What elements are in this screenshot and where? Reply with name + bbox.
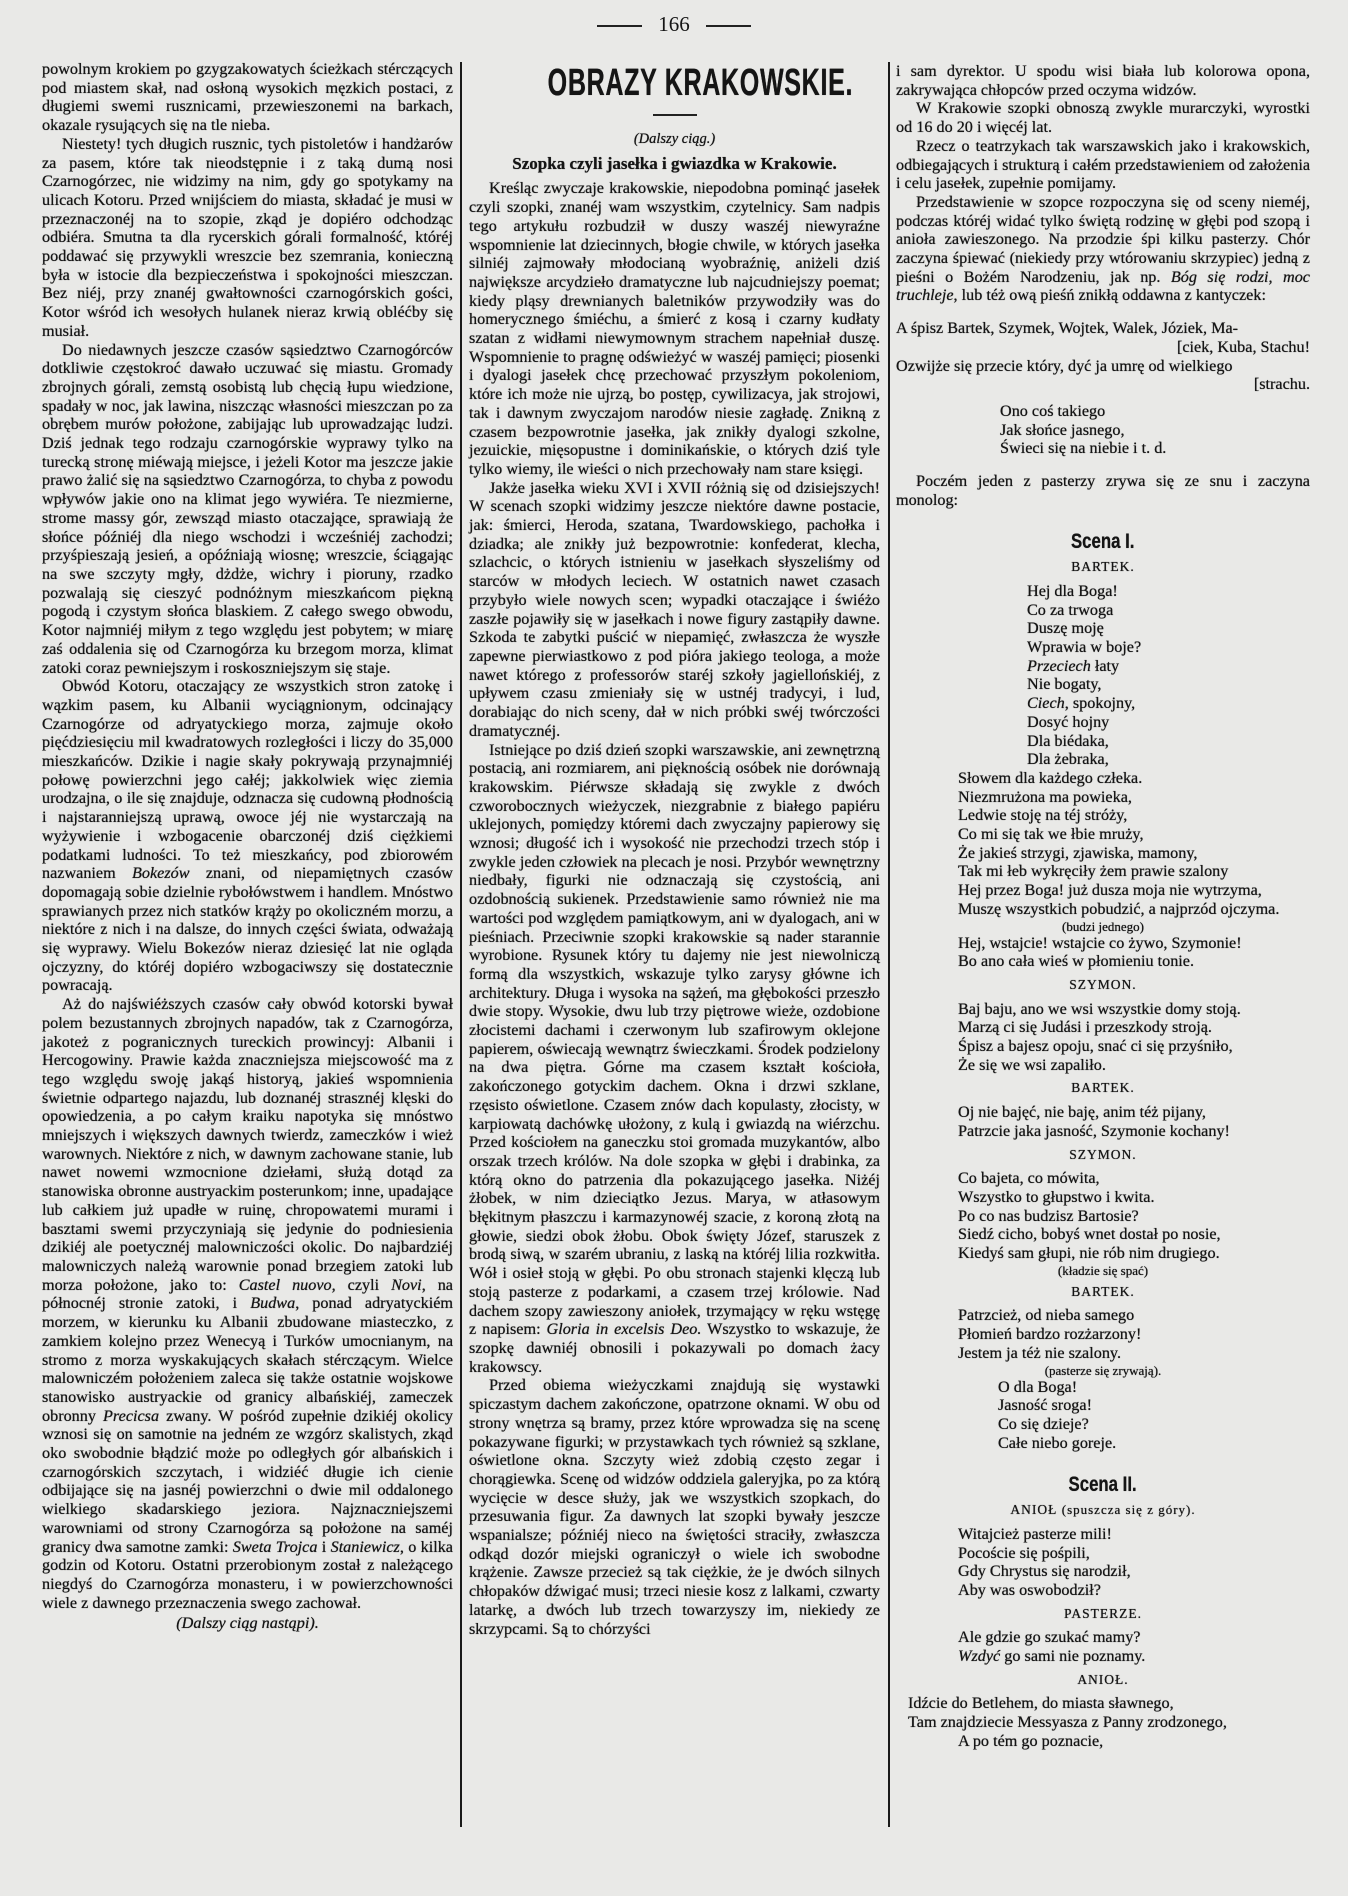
text-segment: Niestety! tych długich rusznic, tych pistoletów i handżarów za pasem, które tak nieodstępnie i z taką dumą nosi Czarnogórzec, nie widzimy na nim, gdy go spotykamy na ulicach Kotoru. Przed wnijściem do miasta, składać je musi w przeznaczonéj na to szopie, zkąd je dopiéro odchodząc odbiéra. Smutna ta dla rycerskich górali formalność, któréj poddawać się przywykli wreszcie bez szemrania, konieczną była w istocie dla bezpieczeństwa i spokojności mieszczan. Bez niéj, przy znanéj gwałtowności czarnogórskich gości, Kotor wśród ich wesołych hulanek nieraz krwią obléćby się musiał. — [42, 134, 453, 340]
speaker-name: ANIOŁ. — [1077, 1671, 1129, 1687]
verse-line — [958, 825, 1310, 844]
verse-line — [1000, 439, 1310, 458]
italic-text: Budwa — [250, 1294, 296, 1313]
text-segment: Dosyć hojny — [1027, 712, 1110, 731]
article-title-text: OBRAZY KRAKOWSKIE. — [547, 62, 854, 104]
text-segment: [strachu. — [1253, 375, 1310, 394]
verse-line — [896, 319, 1310, 338]
text-segment: powolnym krokiem po gzygzakowatych ścieżkach stérczących pod miastem skał, nad osłoną wysokich męzkich postaci, z długiemi swemi rusznicami, przewieszonemi na barkach, okazale rysujących się na tle nieba. — [42, 60, 453, 135]
verse-line — [1027, 657, 1310, 676]
text-segment: Oj nie bajęć, nie baję, anim téż pijany, — [958, 1103, 1206, 1122]
stage-direction: (pasterze się zrywają). — [1044, 1362, 1162, 1378]
text-segment: Duszę moję — [1027, 619, 1104, 638]
text-segment: O dla Boga! — [998, 1377, 1078, 1396]
text-segment: [ciek, Kuba, Stachu! — [1176, 337, 1310, 356]
text-segment: Dla biédaka, — [1027, 731, 1109, 750]
text-segment: Co mi się tak we łbie mruży, — [958, 825, 1144, 844]
text-segment: go sami nie poznamy. — [1000, 1647, 1146, 1666]
verse-line — [958, 1103, 1310, 1122]
article-body — [469, 179, 880, 1638]
text-segment: Idźcie do Betlehem, do miasta sławnego, — [908, 1694, 1174, 1713]
verse-line — [998, 1434, 1310, 1453]
paragraph — [469, 479, 880, 741]
paragraph — [469, 179, 880, 478]
text-segment: Wszystko to głupstwo i kwita. — [958, 1187, 1155, 1206]
verse-line — [998, 1415, 1310, 1434]
verse-line — [908, 1694, 1310, 1713]
text-segment: Hej przez Boga! już dusza moja nie wytrzyma, — [958, 881, 1262, 900]
verse-line — [1027, 675, 1310, 694]
verse-line — [896, 357, 1310, 376]
verse-block — [958, 769, 1310, 919]
italic-text: Novi — [391, 1275, 422, 1294]
text-segment: Tam znajdziecie Messyasza z Panny zrodzonego, — [908, 1713, 1227, 1732]
article-subtitle: Szopka czyli jasełka i gwiazdka w Krakowie. — [512, 153, 837, 173]
italic-text: Przeciech — [1027, 656, 1091, 675]
verse-line — [958, 1344, 1310, 1363]
text-segment: Nie bogaty, — [1027, 675, 1102, 694]
text-segment: , o kilka godzin od Kotoru. Ostatni przerobionym został z należącego niegdyś do Czarnogórza monasteru, i w powierzchowności wiele z dawnego przeznaczenia swego zachował. — [42, 1537, 453, 1612]
verse-block — [958, 1525, 1310, 1600]
verse-line — [1027, 750, 1310, 769]
verse-line — [958, 1244, 1310, 1263]
verse-line — [958, 1581, 1310, 1600]
verse-line — [908, 1713, 1310, 1732]
verse-line — [958, 1056, 1310, 1075]
verse-line — [1027, 601, 1310, 620]
text-segment: Co za trwoga — [1027, 600, 1114, 619]
verse-line — [1000, 421, 1310, 440]
verse-line — [958, 1207, 1310, 1226]
paragraph: Poczém jeden z pasterzy zrywa się ze snu i zaczyna monolog: — [896, 472, 1310, 509]
verse-block — [958, 1103, 1310, 1140]
text-segment: Istniejące po dziś dzień szopki warszawskie, ani zewnętrzną postacią, ani rozmiarem, ani pięknością osóbek nie dorównają krakowskim. Piérwsze składają się zwykle z dwóch czworobocznych wieżyczek, niezgrabnie z białego papiéru uklejonych, pomiędzy któremi dach zwyczajny papierowy się wznosi; długość ich i wysokość nie przechodzi trzech stóp i zwykle jeden człowiek na plecach je nosi. Przybór wewnętrzny niedbały, figurki nie odznaczają się czystością, ani ozdobnością sukienek. Przedstawienie samo również nie ma wartości pod względem pamiątkowym, ani w dyalogach, ani w pieśniach. Przeciwnie szopki krakowskie są nader starannie wyrobione. Rysunek który tu dajemy nie jest niewolniczą formą dla wszystkich, wskazuje tylko zarysy główne ich architektury. Długa i wysoka na sążeń, ma głębokości przeszło dwie stopy. Wysokie, dwu lub trzy piętrowe wieże, ozdobione złocistemi dachami i czerwonym lub szafirowym oklejone papierem, oświecają wewnątrz świeczkami. Środek podzielony na dwa piętra. Górne ma czasem kształt kościoła, zakończonego gotyckim dachem. Okna i drzwi szklane, rzęsisto oświetlone. Czasem znów dach kopulasty, złocisty, w karpiowatą dachówkę ułożony, z kulą i gwiazdą na wiérzchu. Przed kościołem na ganeczku stoi gromada muzykantów, albo orszak trzech królów. Na dole szopka w głębi i drabinka, za którą okno do patrzenia dla pokazującego jasełka. Niżéj żłobek, w nim dzieciątko Jezus. Marya, w atłasowym błękitnym płaszczu i karmazynowéj szacie, z koroną złotą na głowie, siedzi obok żłobu. Obok święty Józef, staruszek z brodą siwą, w szarém ubraniu, z laską na któréj lilia rozkwitła. Wół i osieł stoją w głębi. Po obu stronach stajenki klęczą lub stoją pasterze z podarkami, a czasem trzej królowie. Nad dachem szopy zawieszony aniołek, trzymający w ręku wstęgę z napisem: — [469, 740, 880, 1339]
article-title — [469, 62, 880, 108]
verse-block — [958, 934, 1310, 971]
text-segment: Płomień bardzo rozżarzony! — [958, 1325, 1142, 1344]
verse-line — [1027, 582, 1310, 601]
text-segment: , ponad adryatyckiém morzem, w kierunku ku Albanii zbudowane miasteczko, z zamkiem kolejno przez Wenecyą i Turków umocnianym, na stromo z morza wyskakujących skałach stérczącym. Wielce malowniczém położeniem zaleca się także ostatnie wojskowe stanowisko austryackie od granicy albańskiéj, zameczek obronny — [42, 1294, 453, 1425]
verse-block — [958, 1169, 1310, 1263]
verse-line — [958, 934, 1310, 953]
dash-divider — [597, 25, 642, 27]
verse-block — [958, 1306, 1310, 1362]
speaker-name: BARTEK. — [1071, 1080, 1135, 1096]
text-segment: Całe niebo goreje. — [998, 1433, 1117, 1452]
verse-line — [958, 1628, 1310, 1647]
text-segment: Kiedyś sam głupi, nie rób nim drugiego. — [958, 1244, 1220, 1263]
text-segment: Słowem dla każdego człeka. — [958, 768, 1143, 787]
text-segment: Rzecz o teatrzykach tak warszawskich jako i krakowskich, odbiegających i strukturą i całém przedstawieniem od założenia i celu jasełek, zupełnie pomijamy. — [896, 136, 1310, 193]
paragraph — [42, 341, 453, 678]
paragraph — [42, 135, 453, 341]
stage-direction: (budzi jednego) — [1062, 918, 1144, 934]
text-segment: Przed obiema wieżyczkami znajdują się wystawki spiczastym dachem zakończone, opatrzone oknami. W obu od strony wnętrza są bramy, przez które wprowadza się na scenę pokazywane figurki; w przystawkach tych również są szklane, oświetlone okna. Szczyty wież zdobią często zegar i chorągiewka. Scenę od widzów oddziela galeryjka, po za którą wycięcie w desce służy, jak we wszystkich szopkach, do przesuwania figur. Za dawnych lat szopki bywały jeszcze wspanialsze; późniéj nieco na świętości straciły, zwłaszcza odkąd dozór miejski ograniczył o wiele ich swobodne krążenie. Zawsze przecież są tak ciężkie, że je dwóch silnych chłopaków dźwigać musi; trzeci niesie kosz z lalkami, czwarty latarkę, a dwóch lub trzech towarzyszy im, niekiedy ze skrzypcami. Są to chórzyści — [469, 1376, 880, 1638]
text-segment: , na północnéj stronie zatoki, i — [42, 1275, 453, 1313]
verse-line — [958, 1188, 1310, 1207]
text-segment: Obwód Kotoru, otaczający ze wszystkich stron zatokę i wązkim pasem, ku Albanii wyciągnionym, odcinający Czarnogórze od adryatyckiego morza, zajmuje około pięćdziesięciu mil kwadratowych rozległości i liczy do 35,000 mieszkańców. Dzikie i nagie skały pokrywają przynajmniéj połowę powierzchni jego całéj; jakkolwiek więc ziemia urodzajna, o ile się znajduje, odznacza się cudowną płodnością i najstaranniejszą uprawą, owoce jéj nie wystarczają na wyżywienie i wzbogacenie obarczonéj dziś ciężkiemi podatkami ludności. To też mieszkańcy, pod zbiorowém nazwaniem — [42, 677, 453, 883]
paragraph — [42, 677, 453, 995]
text-segment: Że jakieś strzygi, zjawiska, mamony, — [958, 843, 1198, 862]
text-segment: i — [317, 1537, 331, 1556]
text-segment: , lub téż ową pieśń znikłą oddawna z kantyczek: — [953, 286, 1266, 305]
page-number-header — [0, 12, 1348, 37]
verse-line — [958, 1544, 1310, 1563]
paragraph — [896, 137, 1310, 193]
paragraph — [469, 1376, 880, 1638]
italic-text: Bóg się rodzi, moc truchleje — [896, 267, 1310, 305]
verse-line — [1027, 619, 1310, 638]
paragraph — [896, 62, 1310, 99]
text-segment: Co się dzieje? — [998, 1415, 1089, 1433]
text-segment: zwany. W pośród zupełnie dzikiéj okolicy wznosi się on samotnie na jedném ze wzgórz skalistych, zkąd oko swobodnie błądzić może po odległych gór albańskich i czarnogórskich szczytach, i widziéć długie ich cienie odbijające się na jasnéj powierzchni o dwie mil oddalonego wielkiego skadarskiego jeziora. Najznaczniejszemi warowniami od strony Czarnogórza są położone na saméj granicy dwa samotne zamki: — [42, 1406, 454, 1556]
verse-line — [1027, 713, 1310, 732]
text-segment: Ledwie stoję na téj stróży, — [958, 806, 1128, 825]
text-segment: Ozwijże się przecie który, dyć ja umrę od wielkiego — [896, 356, 1233, 375]
text-segment: A po tém go poznacie, — [958, 1731, 1104, 1750]
paragraph — [42, 995, 453, 1612]
right-column-article — [896, 62, 1310, 1751]
title-divider — [653, 114, 697, 116]
verse-block — [1027, 582, 1310, 769]
paragraph — [896, 193, 1310, 305]
paragraph — [469, 741, 880, 1377]
text-segment: Ono coś takiego — [1000, 401, 1106, 420]
text-segment: A śpisz Bartek, Szymek, Wojtek, Walek, Józiek, Ma- — [896, 319, 1239, 338]
text-segment: Aż do najświéższych czasów cały obwód kotorski bywał polem bezustannych zbrojnych napadów, tak z Czarnogórza, jakoteż z pogranicznych tureckich prowincyj: Albanii i Hercogowiny. Prawie każda znaczniejsza miejscowość ma z tego względu swoję jakąś historyą, jakieś wspomnienia świetnie odpartego najazdu, lub doznanéj strasznéj klęski do opowiedzenia, a po całym kraiku napotyka się mnóstwo mniejszych i większych dawnych twierdz, zameczków i wież warownych. Niektóre z nich, w dawnym zachowane stanie, lub nawet nowemi wzmocnione dziełami, służą dotąd za stanowiska obronne austryackim posterunkom; inne, upadające lub całkiem już upadłe w ruinę, chropowatemi murami i basztami swemi przyczyniają się jedynie do podniesienia dzikiéj ale poetycznéj malowniczości okolic. Do najbardziéj malowniczych należą warownie ponad brzegiem zatoki lub morza położone, jako to: — [42, 995, 453, 1294]
text-segment: Gdy Chrystus się narodził, — [958, 1562, 1131, 1581]
text-segment: Do niedawnych jeszcze czasów sąsiedztwo Czarnogórców dotkliwie częstokroć dawało uczuwać się miastu. Gromady zbrojnych górali, zemstą osobistą lub chęcią łupu wiedzione, spadały w noc, jak lawina, niszcząc własności mieszczan po za obrębem murów położone, zabijając lub uprowadzając ludzi. Dziś jednak tego rodzaju czarnogórskie wyprawy tylko na turecką stronę miéwają miejsce, i jeżeli Kotor ma jeszcze jakie prawo żalić się na sąsiedztwo Czarnogórza, to chyba z powodu wpływów jakie ono na klimat jego wywiéra. Te niezmierne, strome massy gór, zewsząd miasto otaczające, sprawiają że słońce późniéj dla niego wschodzi i wcześniéj zachodzi; przyśpieszają jesień, a opóźniają wiosnę; wreszcie, ściągając na swe szczyty mgły, dżdże, wichry i pioruny, rzadko pozwalają się cieszyć podnóżnym mieszkańcom piękną pogodą i czystym słońca blaskiem. Z całego swego obwodu, Kotor najmniéj miłym z tego względu jest pobytem; w miarę zaś oddalenia się od Czarnogórza ku brzegom morza, klimat zatoki coraz pewniejszym i roskoszniejszym się staje. — [42, 340, 453, 677]
verse-line — [958, 1037, 1310, 1056]
stage-direction: (kładzie się spać) — [1057, 1262, 1149, 1278]
verse-line — [896, 338, 1310, 357]
verse-line — [958, 1122, 1310, 1141]
verse-block — [958, 1000, 1310, 1075]
column-rule — [460, 62, 462, 1827]
text-segment: Jak słońce jasnego, — [1000, 420, 1125, 439]
italic-text: Staniewicz — [330, 1537, 400, 1556]
text-segment: Kreśląc zwyczaje krakowskie, niepodobna pominąć jasełek czyli szopki, znanéj wam wszystkim, czytelnicy. Sam nadpis tego artykułu rozbudził w duszy waszéj niewyraźne wspomnienie lat dziecinnych, błogie chwile, w których jasełka silniéj zajmowały młodocianą wyobraźnię, aniżeli dziś największe arcydzieło dramatyczne lub najcudniejszy poemat; kiedy pląsy drewnianych baletników przywodziły was do homerycznego śmiéchu, a śmierć z kosą i czarny kudłaty szatan z widłami niewymownym strachem napełniał duszę. Wspomnienie to pragnę odświeżyć w waszéj pamięci; piosenki i dyalogi jasełek chcę przechować przyszłym pokoleniom, które ich może nie ujrzą, bo postęp, cywilizacya, jak strojowi, tak i dawnym zwyczajom narodów niesie zagładę. Znikną z czasem bezpowrotnie jasełka, jak znikły dyalogi szkolne, jezuickie, mięsopustne i dominikańskie, o których dziś tyle tylko wiemy, ile wieści o nich przechowały nam stare księgi. — [469, 179, 880, 478]
text-segment: Wszystko to wskazuje, że szopkę dawniéj obnosili i pokazywali po domach żacy krakowscy. — [469, 1320, 880, 1376]
verse-line — [1027, 694, 1310, 713]
page-number: 166 — [658, 12, 690, 36]
text-segment: Przedstawienie w szopce rozpoczyna się od sceny nieméj, podczas któréj widać tylko świętą rodzinę w głębi pod szopą i anioła zawieszonego. Na przodzie śpi kilku pasterzy. Chór zaczyna śpiewać (niekiedy przy wtórowaniu skrzypiec) jedną z pieśni o Bożém Narodzeniu, jak np. — [896, 192, 1310, 286]
text-segment: Jasność sroga! — [998, 1396, 1092, 1415]
italic-text: Gloria in excelsis Deo. — [546, 1320, 702, 1339]
verse-line — [896, 375, 1310, 394]
verse-block — [908, 1694, 1310, 1750]
verse-line — [958, 769, 1310, 788]
verse-line — [958, 844, 1310, 863]
verse-line — [908, 1732, 1310, 1751]
italic-text: Bokezów — [132, 864, 190, 883]
text-segment: Tak mi łeb wykręciły żem prawie szalony — [958, 862, 1229, 881]
article-body — [896, 62, 1310, 305]
verse-line — [958, 1169, 1310, 1188]
scene-title: Scena II. — [1068, 1473, 1138, 1497]
verse-line — [958, 1562, 1310, 1581]
text-segment: Świeci się na niebie i t. d. — [1000, 439, 1167, 458]
text-segment: Marzą ci się Judási i przeszkody stroją. — [958, 1018, 1212, 1037]
scene-heading — [896, 530, 1310, 554]
text-segment: łaty — [1090, 656, 1120, 675]
paragraph — [896, 99, 1310, 136]
continued-note: (Dalszy ciąg nastąpi). — [176, 1614, 319, 1633]
scene-heading — [896, 1473, 1310, 1497]
speaker-name: PASTERZE. — [1064, 1605, 1142, 1621]
stage-direction: (spuszcza się z góry). — [1061, 1502, 1196, 1518]
verse-line — [998, 1396, 1310, 1415]
left-column-article — [42, 60, 453, 1633]
verse-line — [958, 900, 1310, 919]
text-segment: Ale gdzie go szukać mamy? — [958, 1628, 1141, 1647]
carol-refrain — [1000, 402, 1310, 458]
verse-line — [1027, 732, 1310, 751]
text-segment: Jakże jasełka wieku XVI i XVII różnią się od dzisiejszych! W scenach szopki widzimy jeszcze niektóre dawne postacie, jak: śmierci, Heroda, szatana, Twardowskiego, pachołka i dziadka; ale znikły już bezpowrotnie: konfederat, klecha, szlachcic, o których istnieniu w jasełkach słyszeliśmy od starców w młodych leciech. W ostatnich nawet czasach przybyło wiele nowych scen; wypadki otaczające i świéżo zaszłe pojawiły się w jasełkach i nowe figury zastąpiły dawne. Szkoda te zabytki puścić w niepamięć, zwłaszcza że wyszłe zapewne pierwiastkowo z pod pióra jakiego teologa, a może nawet którego z professorów staréj szkoły jagiellońskiéj, z upływem czasu zmieniały się w ustnéj tradycyi, i lud, dorabiając do nich sceny, dał w nich próbki swéj twórczości dramatycznéj. — [469, 478, 880, 740]
speaker-name: BARTEK. — [1071, 559, 1135, 575]
italic-text: Ciech — [1027, 694, 1065, 713]
paragraph — [42, 60, 453, 135]
text-segment: Siedź cicho, bobyś wnet dostał po nosie, — [958, 1225, 1221, 1244]
middle-column-article — [469, 62, 880, 1638]
verse-line — [1000, 402, 1310, 421]
speaker-name: SZYMON. — [1069, 976, 1137, 992]
speaker-name-text: ANIOŁ — [1010, 1502, 1058, 1518]
verse-line — [998, 1378, 1310, 1397]
verse-line — [958, 1018, 1310, 1037]
verse-line — [958, 1525, 1310, 1544]
verse-line — [1027, 638, 1310, 657]
text-segment: Aby was oswobodził? — [958, 1580, 1101, 1599]
italic-text: Castel nuovo, — [238, 1275, 336, 1294]
text-segment: Patrzcie jaka jasność, Szymonie kochany! — [958, 1121, 1230, 1140]
text-segment: Witajcież pasterze mili! — [958, 1524, 1112, 1543]
text-segment: Baj baju, ano we wsi wszystkie domy stoją. — [958, 999, 1241, 1018]
dash-divider — [706, 25, 751, 27]
verse-line — [958, 806, 1310, 825]
italic-text: Sweta Trojca — [232, 1537, 318, 1556]
speaker-name: SZYMON. — [1069, 1146, 1137, 1162]
verse-line — [958, 1325, 1310, 1344]
text-segment: Muszę wszystkich pobudzić, a najprzód ojczyma. — [958, 899, 1280, 918]
italic-text: Wzdyć — [958, 1647, 1001, 1666]
verse-line — [958, 862, 1310, 881]
verse-line — [958, 1000, 1310, 1019]
text-segment: Wprawia w boje? — [1027, 637, 1142, 656]
text-segment: Hej, wstajcie! wstajcie co żywo, Szymonie! — [958, 933, 1242, 952]
text-segment: czyli — [335, 1275, 392, 1294]
italic-text: Precicsa — [103, 1406, 160, 1425]
verse-line — [958, 952, 1310, 971]
scene-title: Scena I. — [1071, 530, 1135, 554]
text-segment: , spokojny, — [1064, 694, 1136, 713]
text-segment: Jestem ja téż nie szalony. — [958, 1343, 1122, 1362]
carol-verse — [896, 319, 1310, 394]
text-segment: Hej dla Boga! — [1027, 581, 1118, 600]
speaker-name: BARTEK. — [1071, 1283, 1135, 1299]
verse-block — [958, 1628, 1310, 1665]
text-segment: Śpisz a bajesz opoju, snać ci się przyśniło, — [958, 1037, 1233, 1056]
text-segment: Po co nas budzisz Bartosie? — [958, 1206, 1139, 1225]
verse-block — [998, 1378, 1310, 1453]
text-segment: i sam dyrektor. U spodu wisi biała lub kolorowa opona, zakrywająca chłopców przed oczyma widzów. — [896, 62, 1310, 99]
speaker-name — [896, 1501, 1310, 1520]
text-segment: znani, od niepamiętnych czasów dopomagają sobie dzielnie rybołówstwem i handlem. Mnóstwo sprawianych przez nich statków krąży po okoliczném morzu, a niektóre z nich i na dalsze, do innych części świata, odważają się wyprawy. Wielu Bokezów nieraz dziesięć lat nie ogląda ojczyzny, do któréj dopiéro wzbogaciwszy się dostatecznie powracają. — [42, 864, 453, 995]
text-segment: Bo ano cała wieś w płomieniu tonie. — [958, 952, 1195, 971]
verse-line — [958, 881, 1310, 900]
continued-label: (Dalszy ciąg.) — [633, 131, 716, 147]
text-segment: Niezmrużona ma powieka, — [958, 787, 1132, 806]
verse-line — [958, 1225, 1310, 1244]
text-segment: Dla żebraka, — [1027, 750, 1109, 769]
text-segment: Że się we wsi zapaliło. — [958, 1055, 1106, 1074]
text-segment: Co bajeta, co mówita, — [958, 1169, 1100, 1188]
text-segment: W Krakowie szopki obnoszą zwykle murarczyki, wyrostki od 16 do 20 i więcéj lat. — [896, 99, 1310, 137]
text-segment: Patrzcież, od nieba samego — [958, 1306, 1135, 1325]
article-body — [42, 60, 453, 1612]
verse-line — [958, 788, 1310, 807]
text-segment: Pocoście się pośpili, — [958, 1543, 1090, 1562]
verse-line — [958, 1647, 1310, 1666]
column-rule — [888, 62, 890, 1827]
verse-line — [958, 1306, 1310, 1325]
